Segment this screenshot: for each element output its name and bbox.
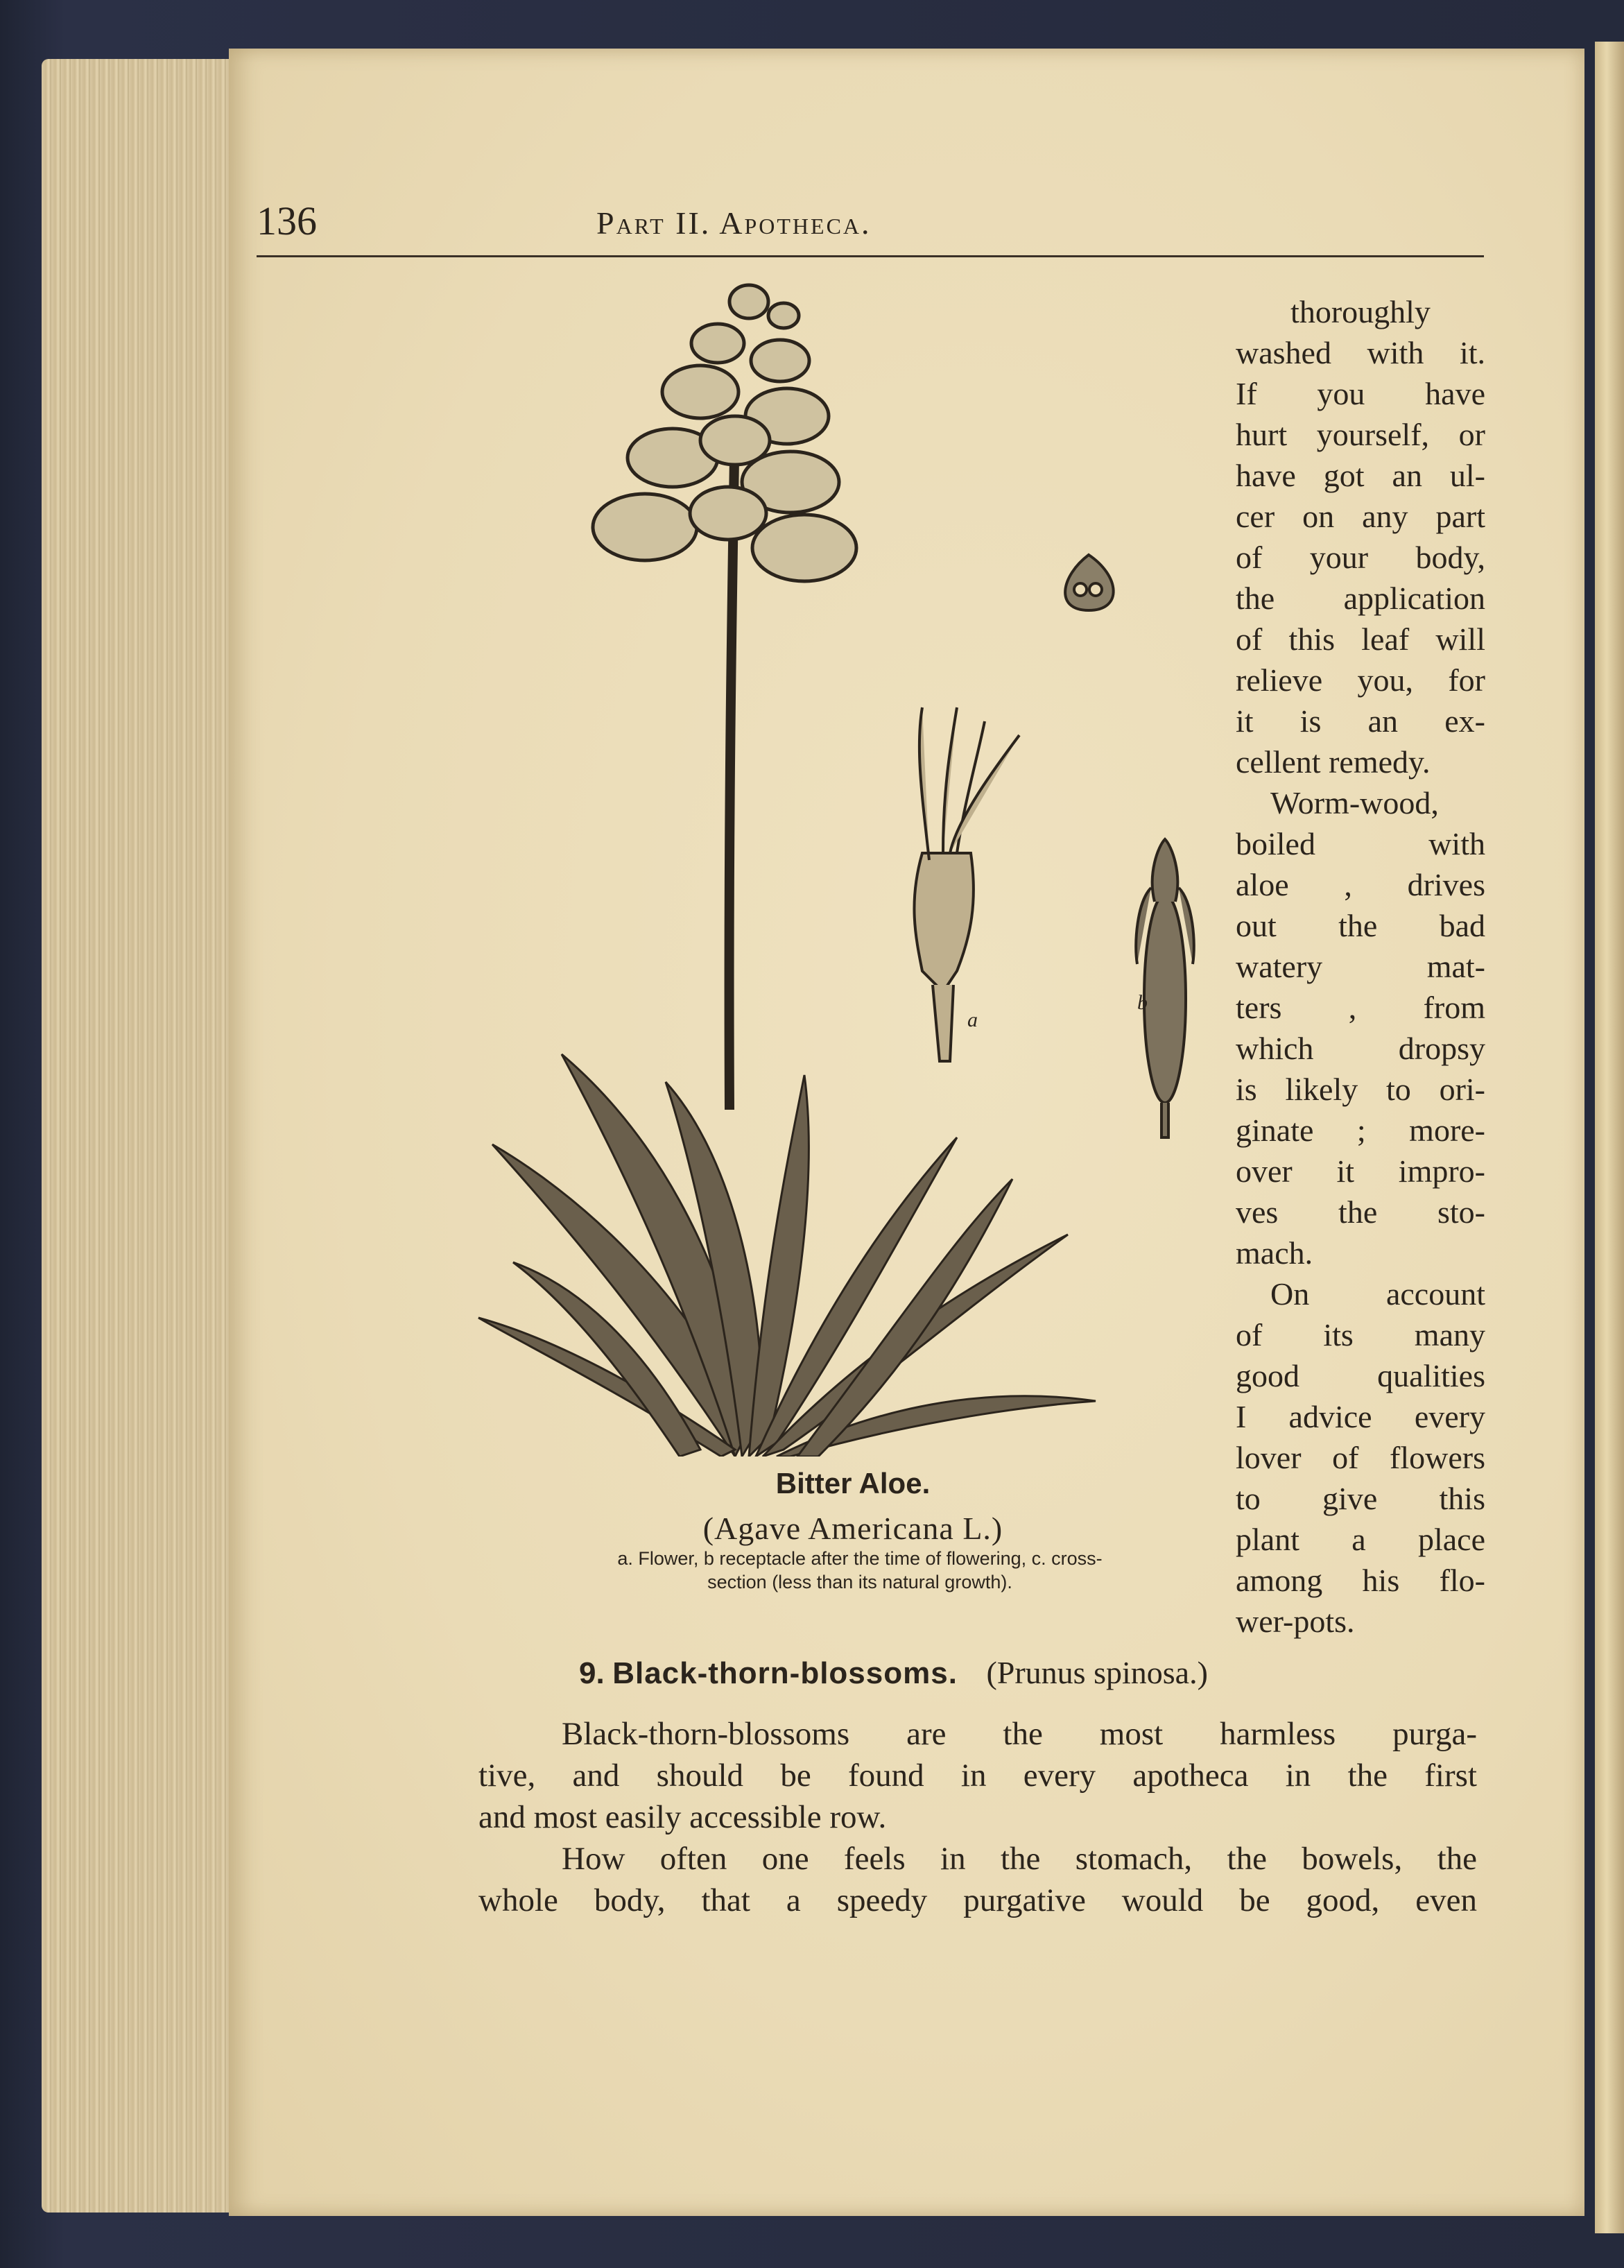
text-line: and most easily accessible row. <box>478 1799 887 1835</box>
text-line: tive, and should be found in every apotheca in the first <box>478 1758 1477 1794</box>
section-heading <box>579 1654 1208 1691</box>
figure-caption <box>472 1467 1234 1547</box>
running-head: Part II. Apotheca. <box>596 205 872 241</box>
text-line: it is an ex- <box>1236 703 1485 739</box>
text-line: I advice every <box>1236 1399 1485 1434</box>
header-rule <box>257 255 1484 257</box>
text-line: of your body, <box>1236 540 1485 575</box>
side-column-text <box>1236 291 1485 1642</box>
text-line: Black-thorn-blossoms are the most harmless purga- <box>562 1716 1477 1752</box>
text-line: which dropsy <box>1236 1031 1485 1066</box>
text-line: whole body, that a speedy purgative would be good, even <box>478 1882 1477 1918</box>
text-line: lover of flowers <box>1236 1440 1485 1475</box>
page-header <box>257 146 1484 243</box>
text-line: to give this <box>1236 1481 1485 1516</box>
text-line: ginate ; more- <box>1236 1112 1485 1148</box>
text-line: wer-pots. <box>1236 1604 1355 1639</box>
text-line: If you have <box>1236 376 1485 411</box>
page-edges <box>42 59 243 2213</box>
text-line: relieve you, for <box>1236 662 1485 698</box>
body-text <box>478 1713 1477 1921</box>
text-line: washed with it. <box>1236 335 1485 370</box>
agave-illustration <box>472 277 1220 1457</box>
cross-section-detail <box>1065 555 1114 610</box>
figure-label-b: b <box>1137 991 1148 1014</box>
text-line: plant a place <box>1236 1522 1485 1557</box>
caption-note-line: a. Flower, b receptacle after the time of flowering, c. cross- <box>617 1548 1103 1569</box>
text-line: Worm-wood, <box>1270 785 1439 821</box>
text-line: hurt yourself, or <box>1236 417 1485 452</box>
figure-label-a: a <box>967 1008 978 1031</box>
section-number: 9. <box>579 1656 605 1690</box>
text-line: the application <box>1236 581 1485 616</box>
text-line: thoroughly <box>1290 294 1431 329</box>
facing-page-edge <box>1595 42 1624 2233</box>
text-line: On account <box>1270 1276 1485 1312</box>
text-line: over it impro- <box>1236 1153 1485 1189</box>
text-line: watery mat- <box>1236 949 1485 984</box>
text-line: of this leaf will <box>1236 621 1485 657</box>
text-line: aloe , drives <box>1236 867 1485 902</box>
receptacle-detail <box>1136 839 1194 1137</box>
text-line: of its many <box>1236 1317 1485 1352</box>
caption-note-line: section (less than its natural growth). <box>707 1572 1012 1592</box>
flower-clusters <box>593 285 856 581</box>
page-number: 136 <box>257 198 317 243</box>
agave-leaves <box>478 1054 1096 1457</box>
text-line: good qualities <box>1236 1358 1485 1393</box>
caption-latin: (Agave Americana L.) <box>702 1511 1003 1546</box>
text-line: ves the sto- <box>1236 1194 1485 1230</box>
section-title: Black-thorn-blossoms. <box>612 1656 958 1690</box>
text-line: mach. <box>1236 1235 1313 1271</box>
text-line: cellent remedy. <box>1236 744 1431 780</box>
text-line: is likely to ori- <box>1236 1072 1485 1107</box>
text-line: cer on any part <box>1236 499 1485 534</box>
text-line: How often one feels in the stomach, the bowels, the <box>562 1841 1477 1877</box>
text-line: boiled with <box>1236 826 1485 861</box>
text-line: among his flo- <box>1236 1563 1485 1598</box>
section-latin-name: (Prunus spinosa.) <box>986 1655 1208 1690</box>
text-line: ters , from <box>1236 990 1485 1025</box>
caption-title: Bitter Aloe. <box>775 1467 931 1500</box>
text-line: out the bad <box>1236 908 1485 943</box>
caption-note <box>472 1547 1248 1594</box>
text-line: have got an ul- <box>1236 458 1485 493</box>
